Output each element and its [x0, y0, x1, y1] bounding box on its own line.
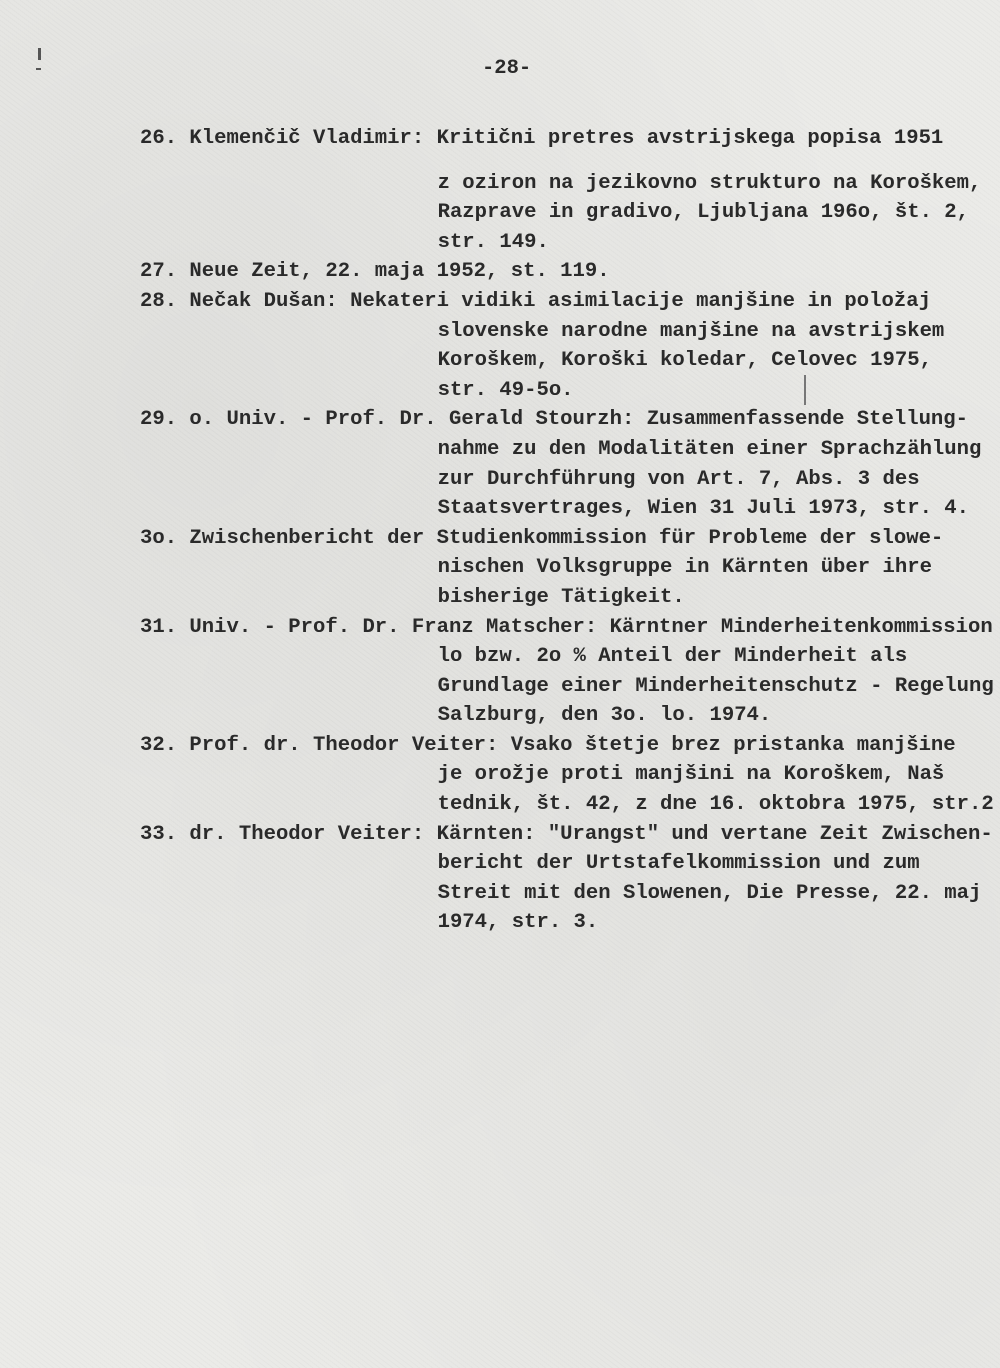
- reference-continuation-line: zur Durchführung von Art. 7, Abs. 3 des: [437, 467, 920, 491]
- reference-continuation-line: lo bzw. 2o % Anteil der Minderheit als: [437, 645, 908, 669]
- scan-speck: [38, 48, 41, 60]
- reference-first-line: 3o. Zwischenbericht der Studienkommission für Probleme der slowe-: [140, 526, 944, 550]
- reference-list: [140, 124, 1000, 938]
- reference-entry: [140, 257, 1000, 287]
- reference-continuation-line: str. 49-5o.: [437, 378, 574, 402]
- reference-entry: [140, 524, 1000, 613]
- reference-continuation-line: Streit mit den Slowenen, Die Presse, 22. maj: [437, 881, 982, 905]
- reference-first-line: 31. Univ. - Prof. Dr. Franz Matscher: Kärntner Minderheitenkommission: [140, 615, 993, 639]
- reference-continuation-line: Salzburg, den 3o. lo. 1974.: [437, 704, 772, 728]
- reference-continuation-line: z oziron na jezikovno strukturo na Koroškem,: [437, 171, 982, 195]
- reference-continuation-line: tednik, št. 42, z dne 16. oktobra 1975, str.2: [437, 793, 994, 817]
- reference-entry: [140, 405, 1000, 523]
- reference-first-line: 32. Prof. dr. Theodor Veiter: Vsako štetje brez pristanka manjšine: [140, 733, 956, 757]
- reference-continuation-line: slovenske narodne manjšine na avstrijskem: [437, 319, 945, 343]
- reference-continuation-line: str. 149.: [437, 230, 549, 254]
- scan-speck: [36, 68, 41, 70]
- reference-continuation-line: Grundlage einer Minderheitenschutz - Regelung: [437, 674, 994, 698]
- reference-first-line: 27. Neue Zeit, 22. maja 1952, st. 119.: [140, 260, 610, 284]
- reference-first-line: 28. Nečak Dušan: Nekateri vidiki asimilacije manjšine in položaj: [140, 289, 931, 313]
- reference-entry: [140, 820, 1000, 938]
- reference-continuation-line: je orožje proti manjšini na Koroškem, Naš: [437, 763, 945, 787]
- page-number: -28-: [482, 57, 532, 80]
- reference-continuation-line: 1974, str. 3.: [437, 911, 599, 935]
- reference-continuation-line: Koroškem, Koroški koledar, Celovec 1975,: [437, 349, 932, 373]
- reference-first-line: 33. dr. Theodor Veiter: Kärnten: "Urangst" und vertane Zeit Zwischen-: [140, 822, 993, 846]
- reference-entry: [140, 287, 1000, 405]
- reference-continuation-line: nahme zu den Modalitäten einer Sprachzählung: [437, 437, 982, 461]
- reference-first-line: 29. o. Univ. - Prof. Dr. Gerald Stourzh: Zusammenfassende Stellung-: [140, 408, 969, 432]
- reference-continuation-line: Razprave in gradivo, Ljubljana 196o, št. 2,: [437, 201, 969, 225]
- reference-continuation-line: bericht der Urtstafelkommission und zum: [437, 852, 920, 876]
- reference-continuation-line: nischen Volksgruppe in Kärnten über ihre: [437, 556, 932, 580]
- reference-entry: [140, 124, 1000, 257]
- reference-first-line: 26. Klemenčič Vladimir: Kritični pretres avstrijskega popisa 1951: [140, 127, 944, 150]
- reference-continuation-line: Staatsvertrages, Wien 31 Juli 1973, str. 4.: [437, 497, 969, 521]
- reference-entry: [140, 731, 1000, 820]
- reference-entry: [140, 613, 1000, 731]
- reference-continuation-line: bisherige Tätigkeit.: [437, 585, 685, 609]
